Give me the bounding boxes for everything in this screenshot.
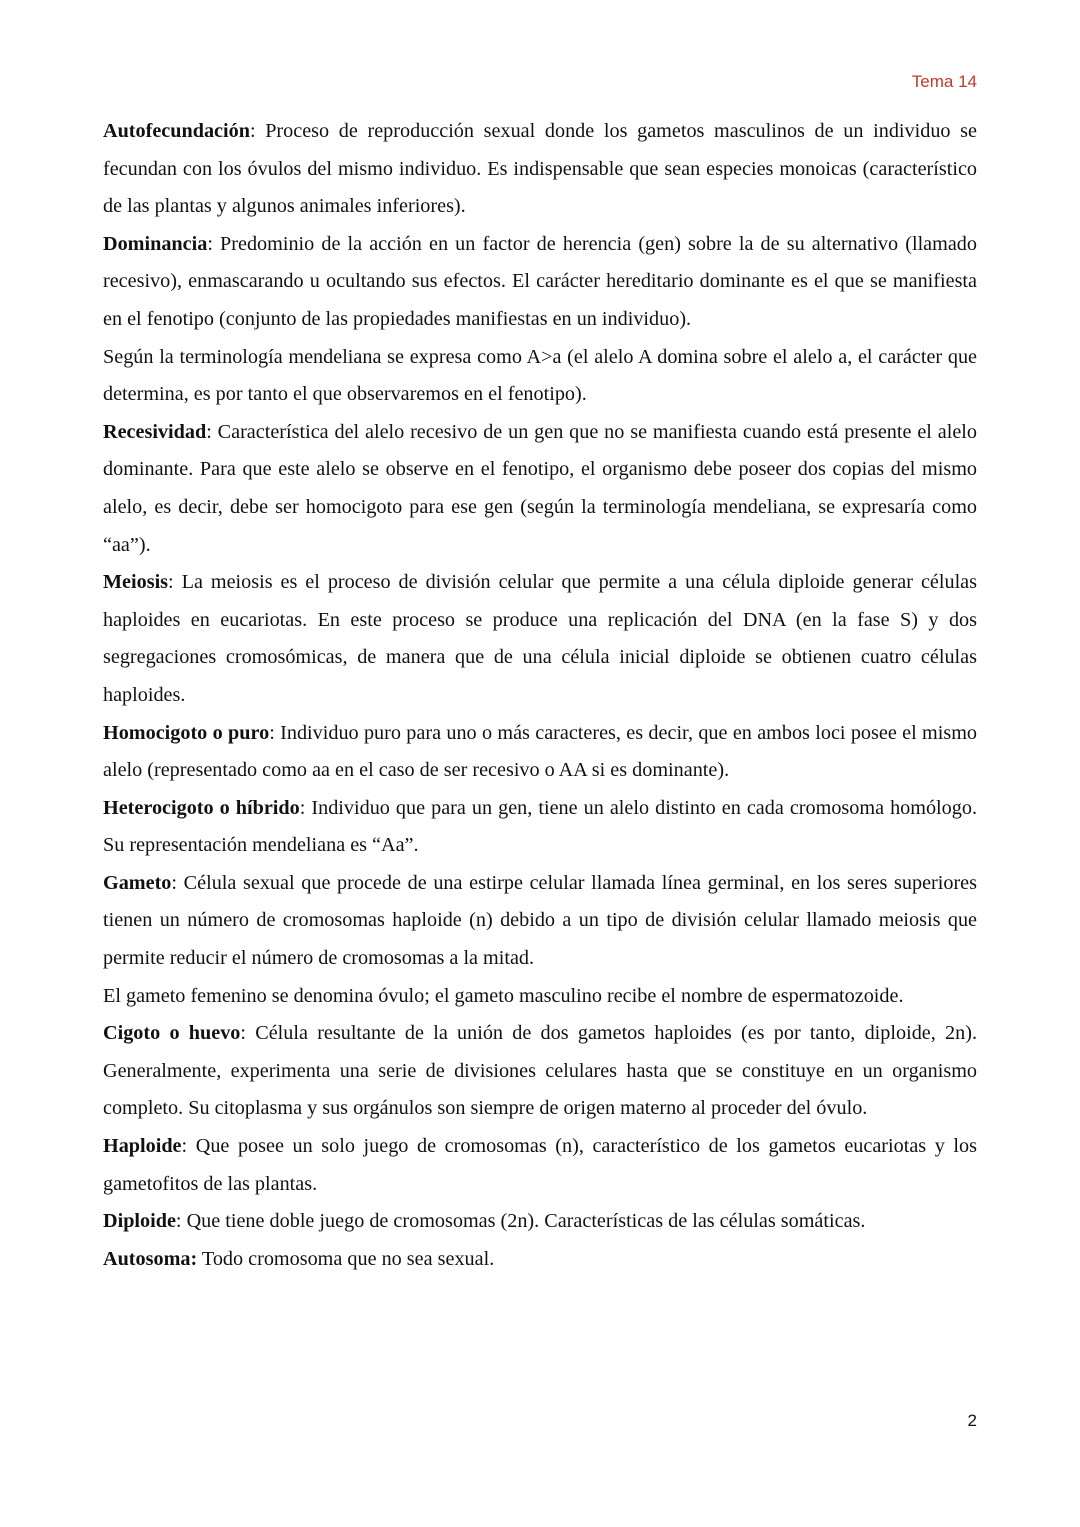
- entry-definition: Célula sexual que procede de una estirpe celular llamada línea germinal, en los seres superiores tienen un número de cromosomas haploide (n) debido a un tipo de división celular llamado meiosis que permite reducir el número de cromosomas a la mitad.: [103, 871, 977, 970]
- entry-separator: :: [175, 1210, 182, 1233]
- entry-separator: :: [168, 571, 174, 594]
- entry-term: Haploide: [103, 1135, 182, 1158]
- entry-definition: Todo cromosoma que no sea sexual.: [197, 1247, 495, 1270]
- entry-term: Recesividad: [103, 420, 207, 443]
- glossary-content: [103, 113, 977, 1278]
- entry-definition: La meiosis es el proceso de división celular que permite a una célula diploide generar células haploides en eucariotas. En este proceso se produce una replicación del DNA (en la fase S) y dos segregaciones cromosómicas, de manera que de una célula inicial diploide se obtienen cuatro células haploides.: [103, 571, 977, 706]
- entry-term: Dominancia: [103, 232, 208, 255]
- entry-heterocigoto: [103, 790, 977, 865]
- entry-definition: Característica del alelo recesivo de un gen que no se manifiesta cuando está presente el alelo dominante. Para que este alelo se observe en el fenotipo, el organismo debe poseer dos copias del mismo alelo, es decir, debe ser homocigoto para ese gen (según la terminología mendeliana, se expresaría como “aa”).: [103, 420, 977, 556]
- entry-definition: Según la terminología mendeliana se expresa como A>a (el alelo A domina sobre el alelo a, el carácter que determina, es por tanto el que observaremos en el fenotipo).: [103, 345, 977, 406]
- entry-separator: :: [206, 420, 212, 443]
- entry-recesividad: [103, 414, 977, 564]
- entry-meiosis: [103, 564, 977, 714]
- entry-term: Heterocigoto o híbrido: [103, 796, 300, 819]
- entry-haploide: [103, 1128, 977, 1203]
- entry-definition: Que posee un solo juego de cromosomas (n), característico de los gametos eucariotas y los gametofitos de las plantas.: [103, 1135, 977, 1195]
- entry-definition: Que tiene doble juego de cromosomas (2n). Características de las células somáticas.: [181, 1210, 866, 1233]
- entry-separator: :: [240, 1022, 246, 1045]
- entry-autosoma: [103, 1241, 977, 1279]
- entry-definition: Proceso de reproducción sexual donde los gametos masculinos de un individuo se fecundan con los óvulos del mismo individuo. Es indispensable que sean especies monoicas (característico de las plantas y algunos animales inferiores).: [103, 120, 977, 218]
- entry-gameto: [103, 865, 977, 978]
- entry-separator: :: [207, 232, 213, 255]
- entry-definition: Célula resultante de la unión de dos gametos haploides (es por tanto, diploide, 2n). Generalmente, experimenta una serie de divisiones celulares hasta que se constituye en un organismo completo. Su citoplasma y sus orgánulos son siempre de origen materno al proceder del óvulo.: [103, 1022, 978, 1120]
- entry-term: Gameto: [103, 871, 172, 894]
- entry-term: Meiosis: [103, 571, 169, 594]
- entry-autofecundacion: [103, 113, 977, 226]
- entry-separator: :: [269, 721, 275, 744]
- entry-dominancia: [103, 226, 977, 339]
- entry-dominancia-note: [103, 339, 977, 414]
- entry-definition: Predominio de la acción en un factor de herencia (gen) sobre la de su alternativo (llamado recesivo), enmascarando u ocultando sus efectos. El carácter hereditario dominante es el que se manifiesta en el fenotipo (conjunto de las propiedades manifiestas en un individuo).: [103, 232, 977, 330]
- page-number: 2: [967, 1411, 977, 1430]
- entry-separator: :: [171, 871, 177, 894]
- entry-separator: :: [299, 796, 306, 819]
- entry-term: Homocigoto o puro: [103, 721, 270, 744]
- entry-homocigoto: [103, 715, 977, 790]
- entry-term: Diploide: [103, 1210, 176, 1233]
- page-header-title: Tema 14: [911, 72, 977, 91]
- entry-definition: Individuo que para un gen, tiene un alelo distinto en cada cromosoma homólogo. Su representación mendeliana es “Aa”.: [103, 796, 977, 857]
- entry-separator: :: [249, 120, 256, 142]
- entry-cigoto: [103, 1015, 977, 1128]
- entry-term: Cigoto o huevo: [103, 1022, 241, 1045]
- entry-term: Autosoma:: [103, 1247, 198, 1270]
- entry-definition: El gameto femenino se denomina óvulo; el gameto masculino recibe el nombre de espermatozoide.: [103, 984, 904, 1007]
- entry-definition: Individuo puro para uno o más caracteres, es decir, que en ambos loci posee el mismo alelo (representado como aa en el caso de ser recesivo o AA si es dominante).: [103, 721, 977, 782]
- entry-gameto-note: [103, 978, 977, 1016]
- entry-term: Autofecundación: [103, 120, 250, 142]
- entry-diploide: [103, 1203, 977, 1241]
- entry-separator: :: [181, 1135, 188, 1158]
